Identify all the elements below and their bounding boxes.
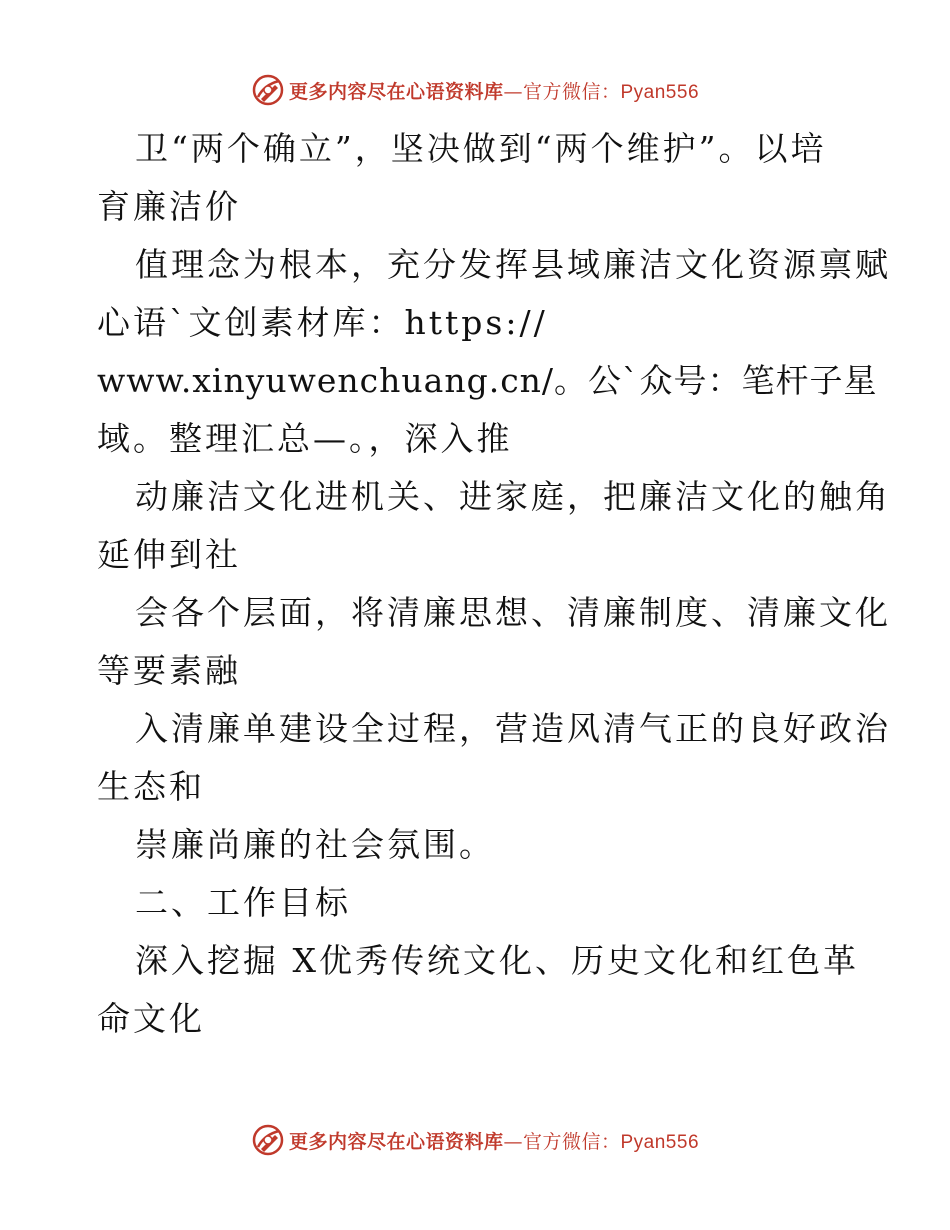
footer-wechat-label: 官方微信： <box>522 1130 621 1153</box>
body-line-1: 卫“两个确立”，坚决做到“两个维护”。以培 <box>135 129 827 168</box>
body-line-5: www.xinyuwenchuang.cn/。公`众号：笔杆子星 <box>97 361 878 400</box>
section-heading-work-goals: 二、工作目标 <box>135 883 351 922</box>
header-wechat-label: 官方微信： <box>522 80 621 103</box>
pen-logo-icon <box>251 73 285 107</box>
footer-watermark-banner <box>0 1120 950 1160</box>
footer-wechat-id: Pyan556 <box>620 1131 700 1153</box>
footer-brand-text: 更多内容尽在心语资料库 <box>288 1130 504 1153</box>
body-line-3: 值理念为根本，充分发挥县域廉洁文化资源禀赋 <box>135 245 891 284</box>
header-brand-text: 更多内容尽在心语资料库 <box>288 80 504 103</box>
header-banner-text <box>289 77 699 104</box>
footer-dash: — <box>503 1130 523 1153</box>
pen-logo-icon <box>251 1123 285 1157</box>
body-line-10: 等要素融 <box>97 651 241 690</box>
body-line-12: 生态和 <box>97 767 205 806</box>
header-dash: — <box>503 80 523 103</box>
header-watermark-banner <box>0 70 950 110</box>
body-line-2: 育廉洁价 <box>97 187 241 226</box>
header-wechat-id: Pyan556 <box>620 81 700 103</box>
body-line-4: 心语`文创素材库：https:// <box>97 303 548 342</box>
body-line-7: 动廉洁文化进机关、进家庭，把廉洁文化的触角 <box>135 477 891 516</box>
footer-banner-text <box>289 1127 699 1154</box>
document-body <box>97 120 891 1048</box>
body-line-13: 崇廉尚廉的社会氛围。 <box>135 825 495 864</box>
body-line-9: 会各个层面，将清廉思想、清廉制度、清廉文化 <box>135 593 891 632</box>
body-line-6: 域。整理汇总—。，深入推 <box>97 419 513 458</box>
body-line-16: 命文化 <box>97 999 205 1038</box>
body-line-8: 延伸到社 <box>97 535 241 574</box>
body-line-11: 入清廉单建设全过程，营造风清气正的良好政治 <box>135 709 891 748</box>
body-line-15: 深入挖掘 X优秀传统文化、历史文化和红色革 <box>135 941 859 980</box>
